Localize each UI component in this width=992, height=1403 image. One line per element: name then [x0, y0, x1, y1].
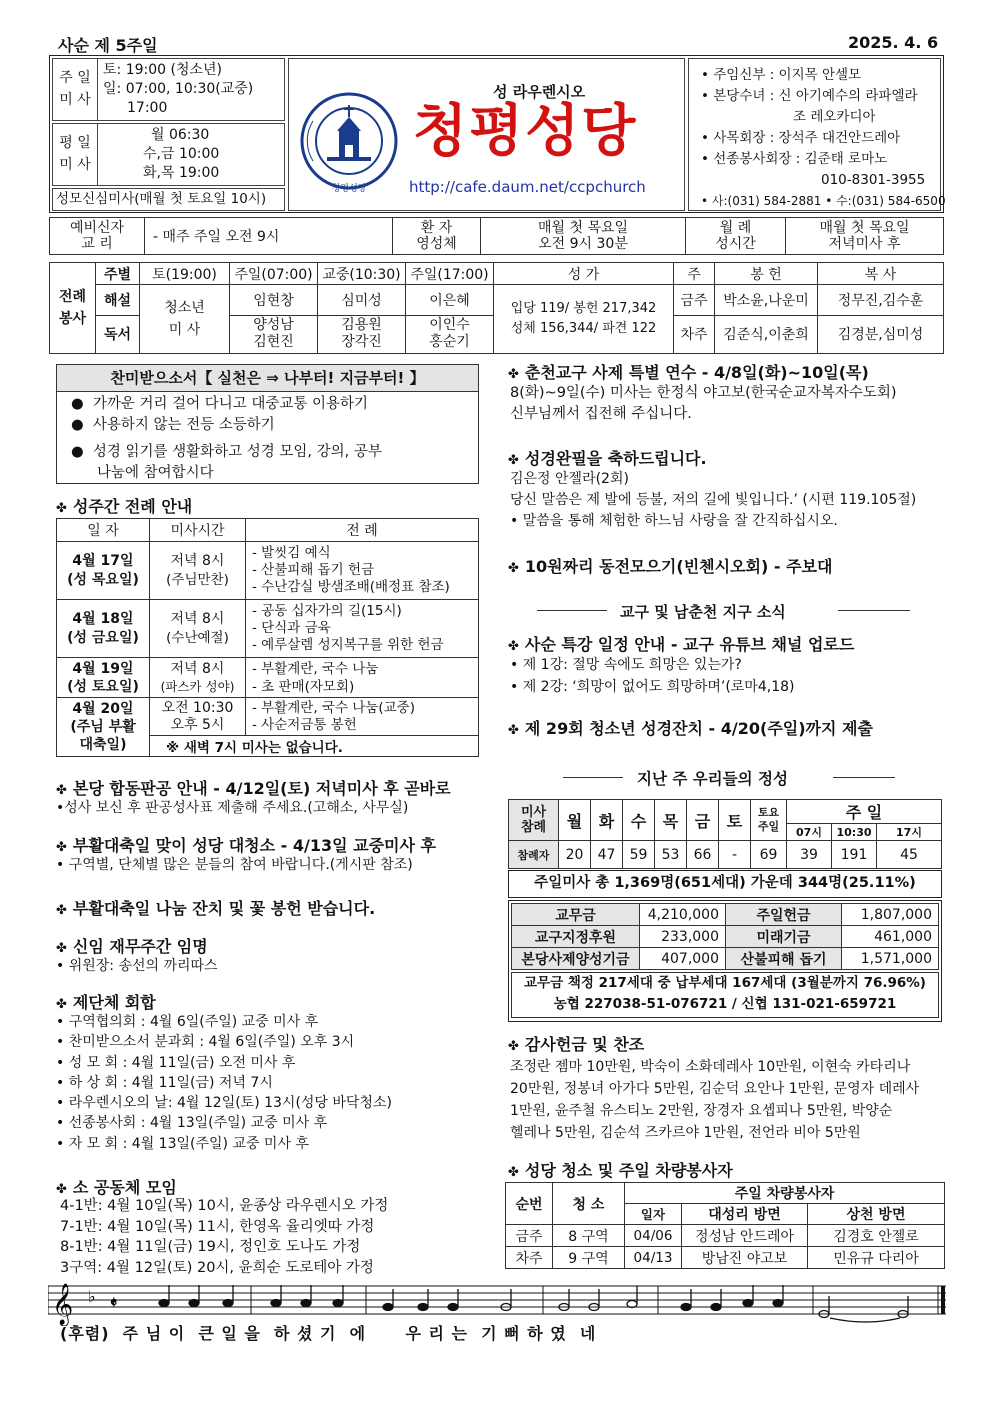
info-cell: 오전 9시 30분: [538, 236, 628, 252]
clover-icon: ✤: [56, 840, 67, 855]
holyweek-row: 4월 20일 (주님 부활 대축일) 오전 10:30 오후 5시 - 부활계란, 국수 나눔(교중) - 사순저금통 봉헌: [57, 698, 479, 736]
money-table: [511, 903, 939, 970]
liturgy-header: 주일(07:00): [230, 263, 318, 285]
sunday-mass-line: 17:00: [127, 100, 168, 116]
section-heading: ✤ 소 공동체 모임: [56, 1178, 177, 1197]
liturgy-row-label: 해설: [96, 285, 140, 315]
holyweek-table: [56, 518, 479, 757]
liturgy-header: 토(19:00): [140, 263, 230, 285]
logo-area: [288, 58, 685, 211]
weekday-mass-line: 화,목 19:00: [143, 165, 220, 181]
info-cell: 매월 첫 목요일: [819, 220, 910, 236]
duty-row: 차주 9 구역 04/13 방남진 야고보 민유규 다리아: [506, 1247, 945, 1269]
section-heading: ✤ 부활대축일 맞이 성당 대청소 - 4/13일 교중미사 후: [56, 836, 436, 855]
hymn-lyrics: (후렴) 주 님 이 큰 일 을 하 셨 기 에 우 리 는 기 뻐 하 였 네: [60, 1324, 597, 1343]
meeting-item: • 성 모 회 : 4월 11일(금) 오전 미사 후: [56, 1054, 296, 1071]
attendance-total: 주일미사 총 1,369명(651세대) 가운데 344명(25.11%): [508, 870, 942, 898]
holyweek-row: 4월 17일 (성 목요일) 저녁 8시 (주님만찬) - 발씻김 예식 - 산불피해 돕기 헌금 - 수난감실 방샘조배(배정표 참조): [57, 542, 479, 600]
thanks-list: 조정란 젬마 10만원, 박숙이 소화데레사 10만원, 이현숙 카타리나 20만원, 정봉녀 아가다 5만원, 김순덕 요안나 1만원, 문영자 데레사 1만원, 윤주철 유스티노 2만원, 장경자 요셉피나 5만원, 박양순 헬레나 5만원, 김순석 즈카르야 1만원, 전언라 비아 5만원: [510, 1059, 920, 1141]
weekday-mass-label: 평 일: [59, 135, 91, 151]
holyweek-note: ※ 새벽 7시 미사는 없습니다.: [150, 736, 479, 757]
divider-title: 지난 주 우리들의 정성: [637, 770, 788, 788]
small-community-list: [60, 1196, 388, 1278]
liturgy-cell: 박소윤,나운미: [715, 285, 818, 315]
staff-line: • 주임신부 : 이지목 안셀모: [701, 67, 862, 83]
clover-icon: ✤: [56, 903, 67, 918]
clover-icon: ✤: [508, 1165, 519, 1180]
meeting-item: • 자 모 회 : 4월 13일(주일) 교중 미사 후: [56, 1135, 309, 1152]
clover-icon: ✤: [508, 639, 519, 654]
sunday-mass-line: 일: 07:00, 10:30(교중): [103, 81, 254, 97]
section-heading: ✤ 제 29회 청소년 성경잔치 - 4/20(주일)까지 제출: [508, 719, 873, 738]
meeting-item: • 하 상 회 : 4월 11일(금) 저녁 7시: [56, 1074, 273, 1091]
info-cell: 저녁미사 후: [828, 236, 901, 252]
bullet-icon: ●: [71, 417, 84, 433]
week-title: 사순 제 5주일: [58, 36, 158, 55]
info-cell: 성시간: [715, 236, 756, 252]
liturgy-cell: 장각진: [341, 334, 382, 351]
divider-line: [838, 610, 910, 611]
info-cell: 예비신자: [69, 220, 125, 236]
liturgy-cell: 심미성: [318, 285, 406, 315]
seal-bottom-text: 청평성당: [331, 184, 367, 194]
staff-line: 조 레오카디아: [793, 109, 876, 125]
section-line: • 구역별, 단체별 많은 분들의 참여 바랍니다.(게시판 참조): [56, 857, 413, 873]
clover-icon: ✤: [508, 367, 519, 382]
liturgy-cell: 청소년: [164, 300, 205, 317]
holyweek-header: 일 자: [57, 519, 150, 542]
liturgy-cell: 차주: [674, 315, 715, 353]
meeting-item: • 라우렌시오의 날: 4월 12일(토) 13시(성당 바닥청소): [56, 1095, 392, 1112]
divider-title: 교구 및 남춘천 지구 소식: [620, 603, 786, 621]
section-text: 8(화)~9일(수) 미사는 한정식 야고보(한국순교자복자수도회) 신부님께서 집전해 주십니다.: [510, 385, 897, 422]
liturgy-side-label: 전례: [58, 289, 87, 305]
attendance-table: 미사 참례 월 화 수 목 금 토 토요 주일 주 일 07시 10:30 17시 참례자 20 47 59 53 66 - 69 39 191 45: [508, 799, 942, 869]
liturgy-header: 주별: [96, 263, 140, 285]
info-cell: 교 리: [81, 236, 113, 252]
bullet-icon: ●: [71, 444, 84, 460]
liturgy-cell: 홍순기: [429, 334, 470, 351]
svg-text:♭: ♭: [88, 1287, 96, 1306]
clover-icon: ✤: [56, 783, 67, 798]
music-staff-icon: [48, 1276, 948, 1326]
liturgy-table: [49, 262, 944, 354]
info-cell: 환 자: [420, 220, 453, 236]
staff-line: • 사:(031) 584-2881 • 수:(031) 584-6500: [701, 194, 946, 208]
clover-icon: ✤: [56, 1182, 67, 1197]
liturgy-header: 봉 헌: [715, 263, 818, 285]
liturgy-cell: 양성남: [253, 317, 294, 334]
section-heading: ✤ 부활대축일 나눔 잔치 및 꽃 봉헌 받습니다.: [56, 899, 376, 918]
section-heading: ✤ 사순 특강 일정 안내 - 교구 유튜브 채널 업로드: [508, 635, 855, 654]
section-heading: ✤ 춘천교구 사제 특별 연수 - 4/8일(화)~10일(목): [508, 363, 869, 382]
divider-line: [833, 777, 895, 778]
weekday-mass-line: 수,금 10:00: [143, 146, 220, 162]
section-heading: ✤ 신임 재무주간 임명: [56, 937, 208, 956]
attendance-sunday: 주 일: [787, 800, 942, 824]
liturgy-cell: 김경분,심미성: [818, 315, 944, 353]
divider-line: [537, 610, 607, 611]
info-cell: - 매주 주일 오전 9시: [145, 218, 393, 255]
duty-table: 순번 청 소 주일 차량봉사자 일자 대성리 방면 상천 방면 금주 8 구역 04/06 정성남 안드레아 김경호 안젤로 차주 9 구역 04/13 방남진 야고보 민유규 다리아: [505, 1182, 945, 1269]
liturgy-cell: 미 사: [168, 322, 201, 339]
svg-text:𝄞: 𝄞: [52, 1284, 74, 1325]
holyweek-row: 4월 18일 (성 금요일) 저녁 8시 (수난예절) - 공동 십자가의 길(15시) - 단식과 금육 - 예루살렘 성지복구를 위한 헌금: [57, 600, 479, 658]
info-cell: 매월 첫 목요일: [537, 220, 629, 236]
duty-row: 금주 8 구역 04/06 정성남 안드레아 김경호 안젤로: [506, 1225, 945, 1247]
liturgy-cell: 정무진,김수훈: [818, 285, 944, 315]
section-heading: ✤ 성당 청소 및 주일 차량봉사자: [508, 1161, 733, 1180]
staff-line: • 선종봉사회장 : 김준태 로마노: [701, 151, 888, 167]
clover-icon: ✤: [508, 1039, 519, 1054]
liturgy-header: 복 사: [818, 263, 944, 285]
section-heading: ✤ 10원짜리 동전모으기(빈첸시오회) - 주보대: [508, 557, 833, 576]
clover-icon: ✤: [508, 723, 519, 738]
weekday-mass-box: [52, 123, 285, 186]
hymn-line: 성체 156,344/ 파견 122: [510, 321, 657, 337]
attendance-day: 화: [591, 800, 623, 841]
liturgy-cell: 김현진: [253, 334, 294, 351]
weekday-mass-label: 미 사: [59, 157, 91, 173]
staff-line: 010-8301-3955: [821, 172, 926, 188]
liturgy-header: 교중(10:30): [318, 263, 406, 285]
holyweek-header: 전 례: [246, 519, 479, 542]
top-box: [49, 55, 944, 213]
clover-icon: ✤: [508, 453, 519, 468]
clover-icon: ✤: [56, 997, 67, 1012]
sunday-mass-box: [52, 58, 285, 121]
liturgy-cell: 김용원: [341, 317, 382, 334]
community-item: 4-1반: 4월 10일(목) 10시, 윤종상 라우렌시오 가정: [60, 1198, 389, 1214]
staff-line: • 사목회장 : 장석주 대건안드레아: [701, 130, 901, 146]
parish-name: 청평성당: [413, 99, 638, 164]
chanmi-box: [56, 364, 479, 484]
section-heading: ✤ 제단체 회합: [56, 993, 156, 1012]
liturgy-cell: 김준식,이춘희: [715, 315, 818, 353]
money-row: 교무금 4,210,000 주일헌금 1,807,000: [512, 904, 939, 926]
church-seal-icon: [299, 91, 399, 191]
info-cell: 월 례: [719, 220, 752, 236]
weekday-mass-line: 월 06:30: [151, 127, 210, 143]
community-item: 8-1반: 4월 11일(금) 19시, 정인호 도나도 가정: [60, 1239, 361, 1255]
meeting-list: [56, 1012, 392, 1154]
attendance-values: 참례자 20 47 59 53 66 - 69 39 191 45: [509, 841, 942, 869]
holyweek-header: 미사시간: [150, 519, 246, 542]
meeting-item: • 찬미받으소서 분과회 : 4월 6일(주일) 오후 3시: [56, 1034, 355, 1051]
bulletin-date: 2025. 4. 6: [848, 33, 939, 52]
sunday-mass-line: 토: 19:00 (청소년): [103, 62, 222, 78]
chanmi-item-text: 나눔에 참여합시다: [97, 465, 214, 481]
money-box: [508, 900, 942, 1022]
divider-line: [563, 777, 623, 778]
mary-mass: 성모신심미사(매월 첫 토요일 10시): [52, 188, 285, 211]
section-text: 김은정 안젤라(2회) 당신 말씀은 제 발에 등불, 저의 길에 빛입니다.’ (시편 119.105절) • 말씀을 통해 체험한 하느님 사랑을 잘 간직하십시오.: [510, 471, 917, 529]
liturgy-header: 주: [674, 263, 715, 285]
clover-icon: ✤: [508, 561, 519, 576]
svg-text:𝄵: 𝄵: [110, 1293, 118, 1312]
clover-icon: ✤: [56, 941, 67, 956]
liturgy-cell: 임현창: [230, 285, 318, 315]
staff-list: [688, 58, 946, 211]
chanmi-item: [71, 415, 478, 436]
money-note: 교무금 책정 217세대 중 납부세대 167세대 (3월분까지 76.96%) 농협 227038-51-076721 / 신협 131-021-659721: [511, 972, 939, 1018]
chanmi-title: 찬미받으소서【 실천은 ⇒ 나부터! 지금부터! 】: [57, 365, 478, 392]
hymn-line: 입당 119/ 봉헌 217,342: [510, 301, 657, 317]
chanmi-item: [71, 394, 478, 415]
liturgy-cell: 이인수: [429, 317, 470, 334]
attendance-day: 수: [623, 800, 655, 841]
meeting-item: • 구역협의회 : 4월 6일(주일) 교중 미사 후: [56, 1014, 319, 1030]
holyweek-title: 성주간 전례 안내: [72, 497, 193, 516]
section-heading: ✤ 성경완필을 축하드립니다.: [508, 449, 707, 468]
liturgy-header: 주일(17:00): [406, 263, 494, 285]
section-heading: ✤ 본당 합동판공 안내 - 4/12일(토) 저녁미사 후 곧바로: [56, 779, 451, 798]
section-heading: ✤ 감사헌금 및 찬조: [508, 1035, 645, 1054]
attendance-day: 토: [719, 800, 751, 841]
chanmi-item-text: 가까운 거리 걸어 다니고 대중교통 이용하기: [92, 396, 369, 412]
holyweek-heading: [56, 494, 192, 517]
cafe-link[interactable]: http://cafe.daum.net/ccpchurch: [409, 178, 646, 196]
liturgy-cell: 금주: [674, 285, 715, 315]
money-row: 본당사제양성기금 407,000 산불피해 돕기 1,571,000: [512, 948, 939, 970]
money-row: 교구지정후원 233,000 미래기금 461,000: [512, 926, 939, 948]
chanmi-item: [71, 442, 478, 463]
attendance-day: 금: [687, 800, 719, 841]
section-line: •성사 보신 후 판공성사표 제출해 주세요.(고해소, 사무실): [56, 800, 409, 816]
attendance-day: 월: [559, 800, 591, 841]
clover-icon: ✤: [56, 501, 67, 516]
parish-patron: 성 라우렌시오: [493, 83, 586, 101]
chanmi-item-text: 사용하지 않는 전등 소등하기: [92, 417, 275, 433]
liturgy-cell: 이은혜: [406, 285, 494, 315]
attendance-day: 목: [655, 800, 687, 841]
liturgy-row-label: 독서: [96, 315, 140, 353]
liturgy-side-label: 봉사: [58, 311, 87, 327]
holyweek-row: 4월 19일 (성 토요일) 저녁 8시 (파스카 성야) - 부활계란, 국수 나눔 - 초 판매(자모회): [57, 658, 479, 698]
staff-line: • 본당수녀 : 신 아기예수의 라파엘라: [701, 88, 918, 104]
sunday-mass-label: 주 일: [59, 70, 91, 86]
bullet-icon: ●: [71, 396, 84, 412]
sunday-mass-label: 미 사: [59, 92, 91, 108]
info-table: [49, 217, 944, 255]
community-item: 7-1반: 4월 10일(목) 11시, 한영옥 율리엣따 가정: [60, 1218, 375, 1235]
community-item: 3구역: 4월 12일(토) 20시, 윤희순 도로테아 가정: [60, 1259, 374, 1276]
meeting-item: • 선종봉사회 : 4월 13일(주일) 교중 미사 후: [56, 1115, 328, 1132]
liturgy-header: 성 가: [494, 263, 674, 285]
info-cell: 영성체: [416, 236, 457, 252]
section-line: • 위원장: 송선의 까리따스: [56, 958, 218, 974]
chanmi-item-text: 성경 읽기를 생활화하고 성경 모임, 강의, 공부: [92, 444, 382, 460]
section-text: • 제 1강: 절망 속에도 희망은 있는가? • 제 2강: ‘희망이 없어도 희망하며’(로마4,18): [510, 657, 795, 695]
